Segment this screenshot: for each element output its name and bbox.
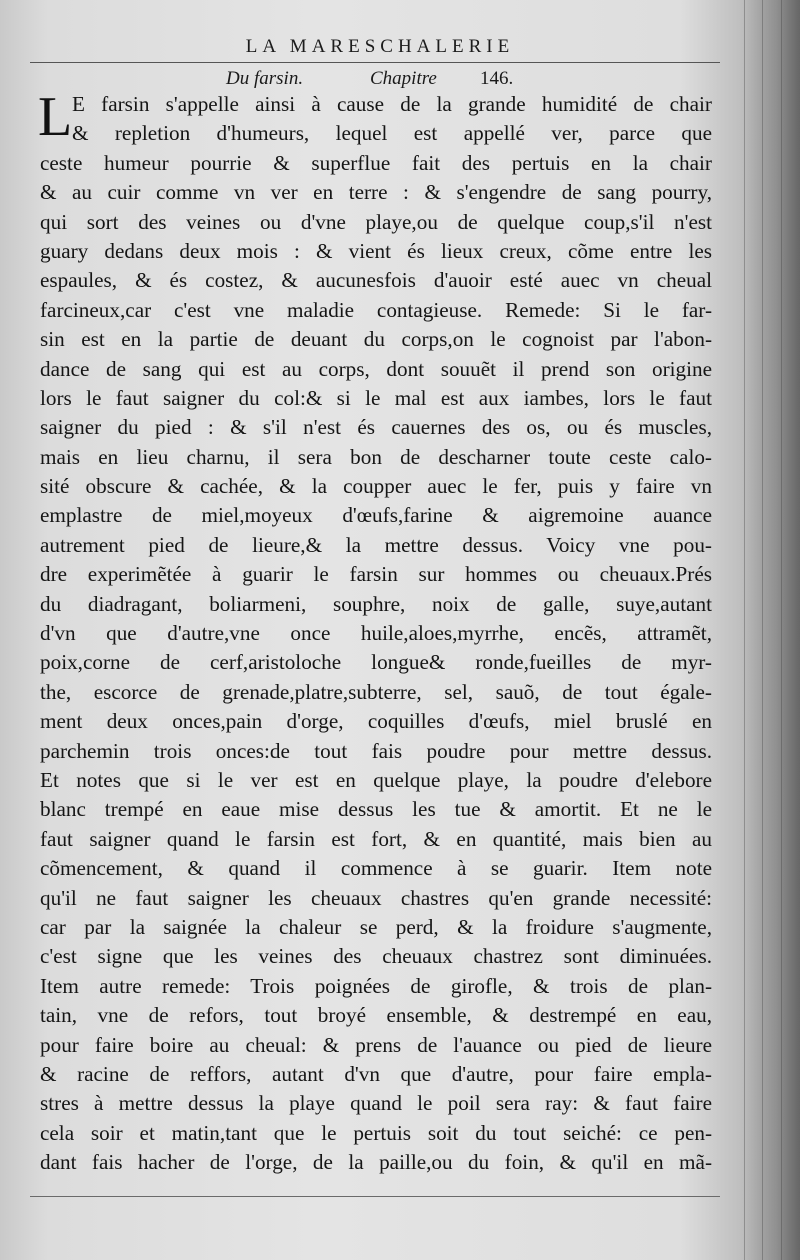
text-line: cela soir et matin,tant que le pertuis soit du tout seiché: ce pen-	[40, 1120, 712, 1145]
running-head: LA MARESCHALERIE	[245, 36, 515, 57]
header-rule	[30, 62, 720, 63]
text-line: ment deux onces,pain d'orge, coquilles d'œufs, miel bruslé en	[40, 709, 712, 734]
text-line: sité obscure & cachée, & la coupper auec le fer, puis y faire vn	[40, 474, 712, 499]
text-line: the, escorce de grenade,platre,subterre, sel, sauõ, de tout égale-	[40, 679, 712, 704]
text-line: faut saigner quand le farsin est fort, & en quantité, mais bien au	[40, 826, 712, 851]
text-line: & au cuir comme vn ver en terre : & s'engendre de sang pourry,	[40, 180, 712, 205]
text-line: poix,corne de cerf,aristoloche longue& ronde,fueilles de myr-	[40, 650, 712, 675]
text-line: blanc trempé en eaue mise dessus les tue & amortit. Et ne le	[40, 797, 712, 822]
text-line: sin est en la partie de deuant du corps,on le cognoist par l'abon-	[40, 327, 712, 352]
page-edge-line	[781, 0, 782, 1260]
text-line: & racine de reffors, autant d'vn que d'autre, pour faire empla-	[40, 1061, 712, 1086]
chapter-label: Chapitre	[370, 68, 437, 89]
text-line: dance de sang qui est au corps, dont souuẽt il prend son origine	[40, 356, 712, 381]
text-line: autrement pied de lieure,& la mettre dessus. Voicy vne pou-	[40, 532, 712, 557]
text-line: c'est signe que les veines des cheuaux chastrez sont diminuées.	[40, 944, 712, 969]
text-line: espaules, & és costez, & aucunesfois d'auoir esté auec vn cheual	[40, 268, 712, 293]
text-line: & repletion d'humeurs, lequel est appellé ver, parce que	[72, 121, 712, 146]
text-line: tain, vne de refors, tout broyé ensemble, & destrempé en eau,	[40, 1003, 712, 1028]
text-line: guary dedans deux mois : & vient és lieux creux, cõme entre les	[40, 238, 712, 263]
text-line: E farsin s'appelle ainsi à cause de la grande humidité de chair	[72, 92, 712, 116]
text-line: d'vn que d'autre,vne once huile,aloes,myrrhe, encẽs, attramẽt,	[40, 621, 712, 646]
text-line: lors le faut saigner du col:& si le mal est aux iambes, lors le faut	[40, 385, 712, 410]
chapter-number: 146.	[480, 68, 514, 89]
text-line: emplastre de miel,moyeux d'œufs,farine & aigremoine auance	[40, 503, 712, 528]
text-line: car par la saignée la chaleur se perd, & la froidure s'augmente,	[40, 914, 712, 939]
text-line: mais en lieu charnu, il sera bon de descharner toute ceste calo-	[40, 444, 712, 469]
text-line: du diadragant, boliarmeni, souphre, noix de galle, suye,autant	[40, 591, 712, 616]
text-line: pour faire boire au cheual: & prens de l'auance ou pied de lieure	[40, 1032, 712, 1057]
text-line: farcineux,car c'est vne maladie contagieuse. Remede: Si le far-	[40, 297, 712, 322]
body-text	[38, 86, 712, 1177]
text-line: cõmencement, & quand il commence à se guarir. Item note	[40, 856, 712, 881]
text-line: ceste humeur pourrie & superflue fait des pertuis en la chair	[40, 150, 712, 175]
text-line: dre experimẽtée à guarir le farsin sur hommes ou cheuaux.Prés	[40, 562, 712, 587]
text-line: stres à mettre dessus la playe quand le poil sera ray: & faut faire	[40, 1091, 712, 1116]
text-line: Et notes que si le ver est en quelque playe, la poudre d'elebore	[40, 767, 712, 792]
drop-cap: L	[38, 86, 73, 148]
text-line: qu'il ne faut saigner les cheuaux chastres qu'en grande necessité:	[40, 885, 712, 910]
page-edge-line	[744, 0, 745, 1260]
text-line: Item autre remede: Trois poignées de girofle, & trois de plan-	[40, 973, 712, 998]
text-line: qui sort des veines ou d'vne playe,ou de quelque coup,s'il n'est	[40, 209, 712, 234]
chapter-title: Du farsin.	[226, 68, 304, 89]
text-line: parchemin trois onces:de tout fais poudre pour mettre dessus.	[40, 738, 712, 763]
text-line: saigner du pied : & s'il n'est és cauernes des os, ou és muscles,	[40, 415, 712, 440]
page-edge-line	[762, 0, 763, 1260]
page-edge-shadow	[742, 0, 800, 1260]
page-bottom-edge	[30, 1196, 720, 1197]
text-line: dant fais hacher de l'orge, de la paille,ou du foin, & qu'il en mã-	[40, 1150, 712, 1175]
